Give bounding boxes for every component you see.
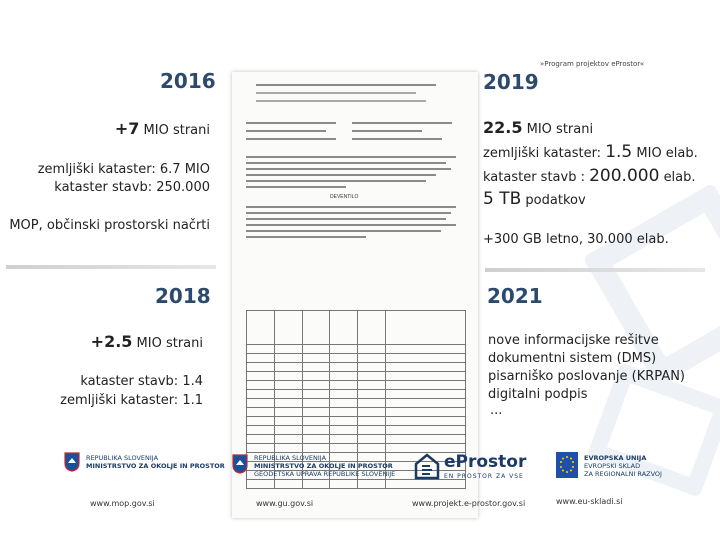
- eprostor-tagline: EN PROSTOR ZA VSE: [444, 473, 524, 480]
- mop-link[interactable]: www.mop.gov.si: [90, 499, 155, 508]
- logo-line: REPUBLIKA SLOVENIJA: [254, 454, 327, 462]
- logo-line: MINISTRSTVO ZA OKOLJE IN PROSTOR: [254, 462, 393, 470]
- eu-logo: [556, 452, 676, 482]
- eprostor-name: eProstor: [444, 452, 527, 472]
- slovenia-crest-icon: [232, 454, 248, 474]
- eu-link[interactable]: www.eu-skladi.si: [556, 497, 623, 506]
- stat-line: kataster stavb: 250.000: [54, 180, 210, 195]
- headline-number: +2.5: [90, 332, 133, 351]
- year-2019: 2019: [483, 70, 539, 94]
- logo-line: MINISTRSTVO ZA OKOLJE IN PROSTOR: [86, 462, 225, 470]
- stat-line: MOP, občinski prostorski načrti: [9, 218, 210, 233]
- headline-unit: MIO strani: [143, 123, 210, 138]
- stat-line: zemljiški kataster: 1.1: [60, 393, 203, 408]
- stat-line: [483, 166, 696, 186]
- logo-line: EVROPSKI SKLAD: [584, 462, 641, 470]
- stat-value: 1.5: [605, 142, 633, 162]
- headline-unit: MIO strani: [136, 336, 203, 351]
- year-2016: 2016: [160, 69, 216, 93]
- list-item: dokumentni sistem (DMS): [488, 351, 657, 366]
- divider: [485, 268, 705, 272]
- gu-link[interactable]: www.gu.gov.si: [256, 499, 314, 508]
- year-2021: 2021: [487, 284, 543, 308]
- mop-logo: [64, 452, 225, 474]
- list-item: digitalni podpis: [488, 387, 588, 402]
- stat-line: [483, 189, 586, 209]
- headline-2018: [91, 332, 203, 351]
- stat-line: kataster stavb: 1.4: [80, 374, 203, 389]
- headline-number: +7: [114, 119, 140, 138]
- list-item: nove informacijske rešitve: [488, 333, 659, 348]
- divider: [6, 265, 216, 269]
- gu-logo: [232, 452, 396, 482]
- stat-label: zemljiški kataster:: [483, 146, 602, 161]
- logo-line: ZA REGIONALNI RAZVOJ: [584, 470, 662, 478]
- logo-line: EVROPSKA UNIJA: [584, 454, 647, 462]
- year-2018: 2018: [155, 284, 211, 308]
- list-item: pisarniško poslovanje (KRPAN): [488, 369, 686, 384]
- stat-value: 200.000: [589, 166, 660, 186]
- stat-label: kataster stavb :: [483, 170, 585, 185]
- headline-unit: MIO strani: [526, 122, 594, 137]
- stat-unit: MIO elab.: [636, 146, 698, 161]
- logo-line: GEODETSKA UPRAVA REPUBLIKE SLOVENIJE: [254, 470, 396, 478]
- stat-value: 5 TB: [483, 189, 522, 209]
- headline-2019: [483, 118, 593, 137]
- eprostor-link[interactable]: www.projekt.e-prostor.gov.si: [412, 499, 526, 508]
- headline-2016: [115, 119, 210, 138]
- list-item: ...: [490, 403, 503, 418]
- document-heading: DEVENTILO: [330, 194, 359, 200]
- slovenia-crest-icon: [64, 452, 80, 472]
- eprostor-logo: [414, 450, 527, 484]
- stat-line: +300 GB letno, 30.000 elab.: [483, 232, 669, 247]
- stat-unit: podatkov: [525, 193, 586, 208]
- stat-line: zemljiški kataster: 6.7 MIO: [37, 162, 210, 177]
- program-note: »Program projektov eProstor«: [540, 60, 645, 68]
- stat-line: [483, 142, 698, 162]
- house-e-icon: [414, 452, 440, 480]
- headline-number: 22.5: [483, 118, 523, 137]
- eu-flag-icon: [556, 452, 578, 478]
- logo-line: REPUBLIKA SLOVENIJA: [86, 454, 159, 462]
- stat-unit: elab.: [663, 170, 696, 185]
